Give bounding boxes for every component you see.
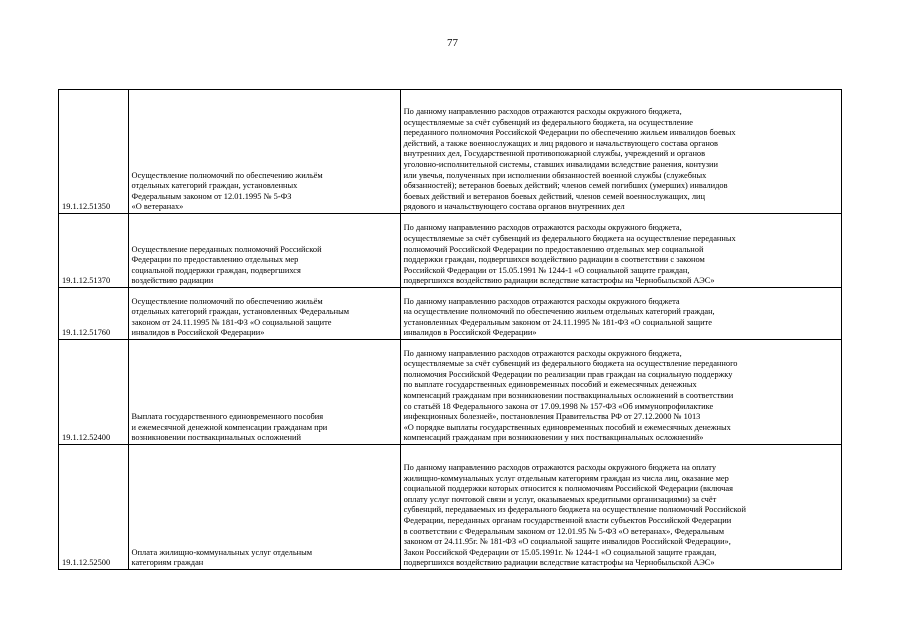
page-number: 77 <box>447 37 458 49</box>
table-row <box>59 445 842 570</box>
row-code: 19.1.12.51370 <box>59 214 129 288</box>
row-name: Оплата жилищно-коммунальных услуг отдельным категориям граждан <box>131 547 313 568</box>
row-description: По данному направлению расходов отражаются расходы окружного бюджета на оплату жилищно-коммунальных услуг отдельным категориям граждан из числа лиц, оказание мер социальной поддержки которых относится к полномочиям Российской Федерации (включая оплату услуг почтовой связи и услуг, оказываемых кредитными организациями) за счёт субвенций, передаваемых из федерального бюджета на осуществление полномочий Российской Федерации, переданных органам государственной власти субъектов Российской Федерации в соответствии с Федеральным законом от 12.01.95 № 5-ФЗ «О ветеранах», Федеральным законом от 24.11.95г. № 181-ФЗ «О социальной защите инвалидов Российской Федерации», Закон Российской Федерации от 15.05.1991г. № 1244-1 «О социальной защите граждан, подвергшихся воздействию радиации вследствие катастрофы на Чернобыльской АЭС» <box>403 463 746 568</box>
table-row <box>59 340 842 445</box>
row-code: 19.1.12.51350 <box>59 90 129 214</box>
row-description: По данному направлению расходов отражаются расходы окружного бюджета на осуществление полномочий по обеспечению жильем отдельных категорий граждан, установленных Федеральным законом от 24.11.1995 № 181-ФЗ «О социальной защите инвалидов в Российской Федерации» <box>403 296 715 338</box>
row-name: Осуществление полномочий по обеспечению жильём отдельных категорий граждан, установленных Федеральным законом от 24.11.1995 № 181-ФЗ «О социальной защите инвалидов в Российской Федерации» <box>131 296 350 338</box>
row-name: Осуществление полномочий по обеспечению жильём отдельных категорий граждан, установленных Федеральным законом от 12.01.1995 № 5-ФЗ «О ветеранах» <box>131 170 323 212</box>
row-code: 19.1.12.52500 <box>59 445 129 570</box>
row-name: Осуществление переданных полномочий Российской Федерации по предоставлению отдельных мер социальной поддержки граждан, подвергшихся воздействию радиации <box>131 244 322 286</box>
row-code: 19.1.12.52400 <box>59 340 129 445</box>
row-code: 19.1.12.51760 <box>59 288 129 340</box>
row-name: Выплата государственного единовременного пособия и ежемесячной денежной компенсации гражданам при возникновении поствакцинальных осложнений <box>131 412 328 443</box>
row-description: По данному направлению расходов отражаются расходы окружного бюджета, осуществляемые за счёт субвенций из федерального бюджета на осуществление переданных полномочий Российской Федерации по предоставлению отдельных мер социальной поддержки граждан, подвергшихся воздействию радиации в соответствии с законом Российской Федерации от 15.05.1991 № 1244-1 «О социальной защите граждан, подвергшихся воздействию радиации вследствие катастрофы на Чернобыльской АЭС» <box>403 223 736 286</box>
table-row <box>59 214 842 288</box>
table-row <box>59 90 842 214</box>
row-description: По данному направлению расходов отражаются расходы окружного бюджета, осуществляемые за счёт субвенций из федерального бюджета, на осуществление переданного полномочия Российской Федерации по обеспечению жильем инвалидов боевых действий, а также военнослужащих и лиц рядового и начальствующего состава органов внутренних дел, Государственной противопожарной службы, учреждений и органов уголовно-исполнительной системы, ставших инвалидами вследствие ранения, контузии или увечья, полученных при исполнении обязанностей военной службы (служебных обязанностей); ветеранов боевых действий; членов семей погибших (умерших) инвалидов боевых действий и ветеранов боевых действий, членов семей военнослужащих, лиц рядового и начальствующего состава органов внутренних дел <box>403 107 736 212</box>
budget-classification-table <box>58 89 842 570</box>
row-description: По данному направлению расходов отражаются расходы окружного бюджета, осуществляемые за счёт субвенций из федерального бюджета на осуществление переданного полномочия Российской Федерации по реализации прав граждан на социальную поддержку по выплате государственных единовременных пособий и ежемесячных денежных компенсаций гражданам при возникновении поствакцинальных осложнений в соответствии со статьёй 18 Федерального закона от 17.09.1998 № 157-ФЗ «Об иммунопрофилактике инфекционных болезней», постановления Правительства РФ от 27.12.2000 № 1013 «О порядке выплаты государственных единовременных пособий и ежемесячных денежных компенсаций гражданам при возникновении у них поствакцинальных осложнений» <box>403 348 738 443</box>
table-row <box>59 288 842 340</box>
